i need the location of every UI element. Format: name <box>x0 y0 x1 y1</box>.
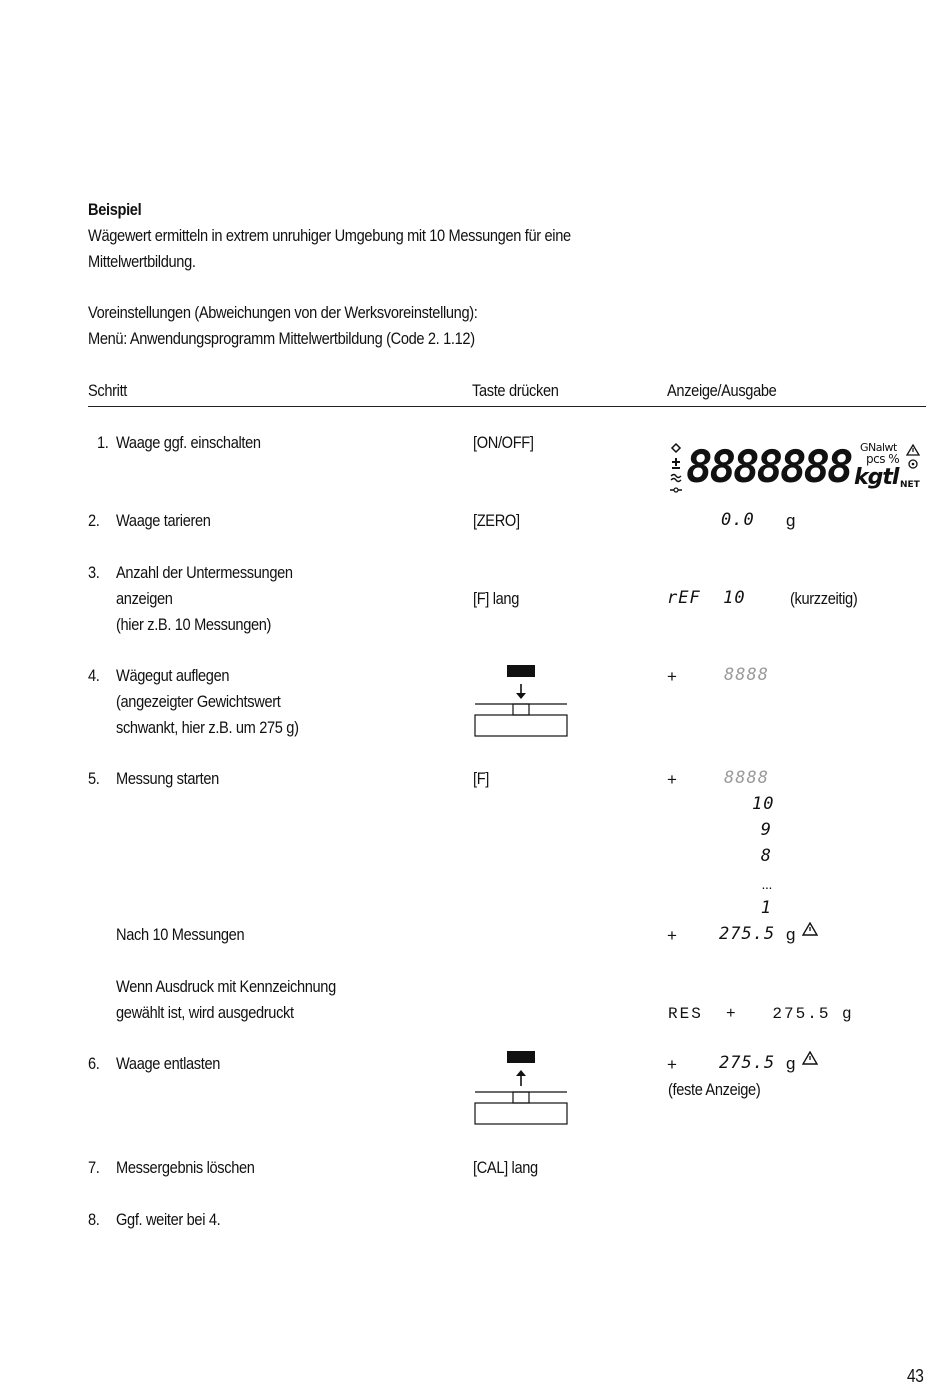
page-number: 43 <box>907 1366 924 1386</box>
step-7-text: Messergebnis löschen <box>116 1158 255 1177</box>
step-4-line-2: (angezeigter Gewichtswert <box>116 692 281 711</box>
step-2-key: [ZERO] <box>473 511 520 530</box>
column-header-key: Taste drücken <box>472 381 559 400</box>
countdown-value: 10 <box>752 794 775 814</box>
step-1-text: Waage ggf. einschalten <box>116 433 261 452</box>
step-5-sign: + <box>667 770 677 789</box>
lcd-digits: 8888888 <box>686 442 851 493</box>
column-header-display: Anzeige/Ausgabe <box>667 381 777 400</box>
header-rule <box>88 406 926 407</box>
intro-line-2: Mittelwertbildung. <box>88 252 196 271</box>
step-2-unit: g <box>786 511 796 530</box>
lcd-top-labels: GNalwt <box>860 441 897 454</box>
step-7-key: [CAL] lang <box>473 1158 538 1177</box>
step-1-number: 1. <box>97 433 109 452</box>
step-6-display: 275.5 <box>719 1053 776 1073</box>
step-3-key: [F] lang <box>473 589 520 608</box>
print-line-1: Wenn Ausdruck mit Kennzeichnung <box>116 977 336 996</box>
step-3-number: 3. <box>88 563 100 582</box>
step-3-note: (kurzzeitig) <box>790 589 858 608</box>
step-3-line-2: anzeigen <box>116 589 173 608</box>
step-5-text: Messung starten <box>116 769 219 788</box>
after-sign: + <box>667 926 677 945</box>
after-unit: g <box>786 925 796 944</box>
step-4-display: 8888 <box>724 665 769 685</box>
step-5-key: [F] <box>473 769 490 788</box>
print-line-2: gewählt ist, wird ausgedruckt <box>116 1003 294 1022</box>
column-header-step: Schritt <box>88 381 128 400</box>
countdown-value: 1 <box>760 898 772 918</box>
step-2-number: 2. <box>88 511 100 530</box>
step-2-display: 0.0 <box>721 510 755 530</box>
lcd-net-label: NET <box>900 480 920 490</box>
step-4-line-3: schwankt, hier z.B. um 275 g) <box>116 718 299 737</box>
step-4-number: 4. <box>88 666 100 685</box>
step-7-number: 7. <box>88 1158 100 1177</box>
countdown-value: 8 <box>760 846 772 866</box>
printout-text: RES + 275.5 g <box>668 1005 854 1023</box>
heading: Beispiel <box>88 200 142 219</box>
step-1-key: [ON/OFF] <box>473 433 534 452</box>
step-3-line-1: Anzahl der Untermessungen <box>116 563 293 582</box>
countdown-value: 9 <box>760 820 772 840</box>
presets-line-1: Voreinstellungen (Abweichungen von der Werksvoreinstellung): <box>88 303 478 322</box>
step-2-text: Waage tarieren <box>116 511 211 530</box>
lcd-mid-labels: pcs % <box>866 452 900 466</box>
step-5-display: 8888 <box>724 768 769 788</box>
after-display: 275.5 <box>719 924 776 944</box>
load-weight-icon <box>474 662 568 738</box>
step-5-number: 5. <box>88 769 100 788</box>
warning-icon <box>802 1051 818 1065</box>
lcd-units: kgtl <box>854 465 899 490</box>
step-8-number: 8. <box>88 1210 100 1229</box>
step-6-note: (feste Anzeige) <box>668 1080 761 1099</box>
step-6-number: 6. <box>88 1054 100 1073</box>
countdown-ellipsis: ... <box>761 876 772 892</box>
lcd-warning-and-circle-icon <box>906 444 920 470</box>
full-lcd-display <box>668 440 926 496</box>
step-3-display: rEF 10 <box>667 588 746 608</box>
step-3-line-3: (hier z.B. 10 Messungen) <box>116 615 272 634</box>
after-measurements-text: Nach 10 Messungen <box>116 925 245 944</box>
presets-line-2: Menü: Anwendungsprogramm Mittelwertbildung (Code 2. 1.12) <box>88 329 475 348</box>
step-4-line-1: Wägegut auflegen <box>116 666 230 685</box>
intro-line-1: Wägewert ermitteln in extrem unruhiger Umgebung mit 10 Messungen für eine <box>88 226 571 245</box>
step-4-sign: + <box>667 667 677 686</box>
step-6-text: Waage entlasten <box>116 1054 221 1073</box>
step-6-unit: g <box>786 1054 796 1073</box>
warning-icon <box>802 922 818 936</box>
unload-weight-icon <box>474 1049 568 1125</box>
step-6-sign: + <box>667 1055 677 1074</box>
step-8-text: Ggf. weiter bei 4. <box>116 1210 221 1229</box>
